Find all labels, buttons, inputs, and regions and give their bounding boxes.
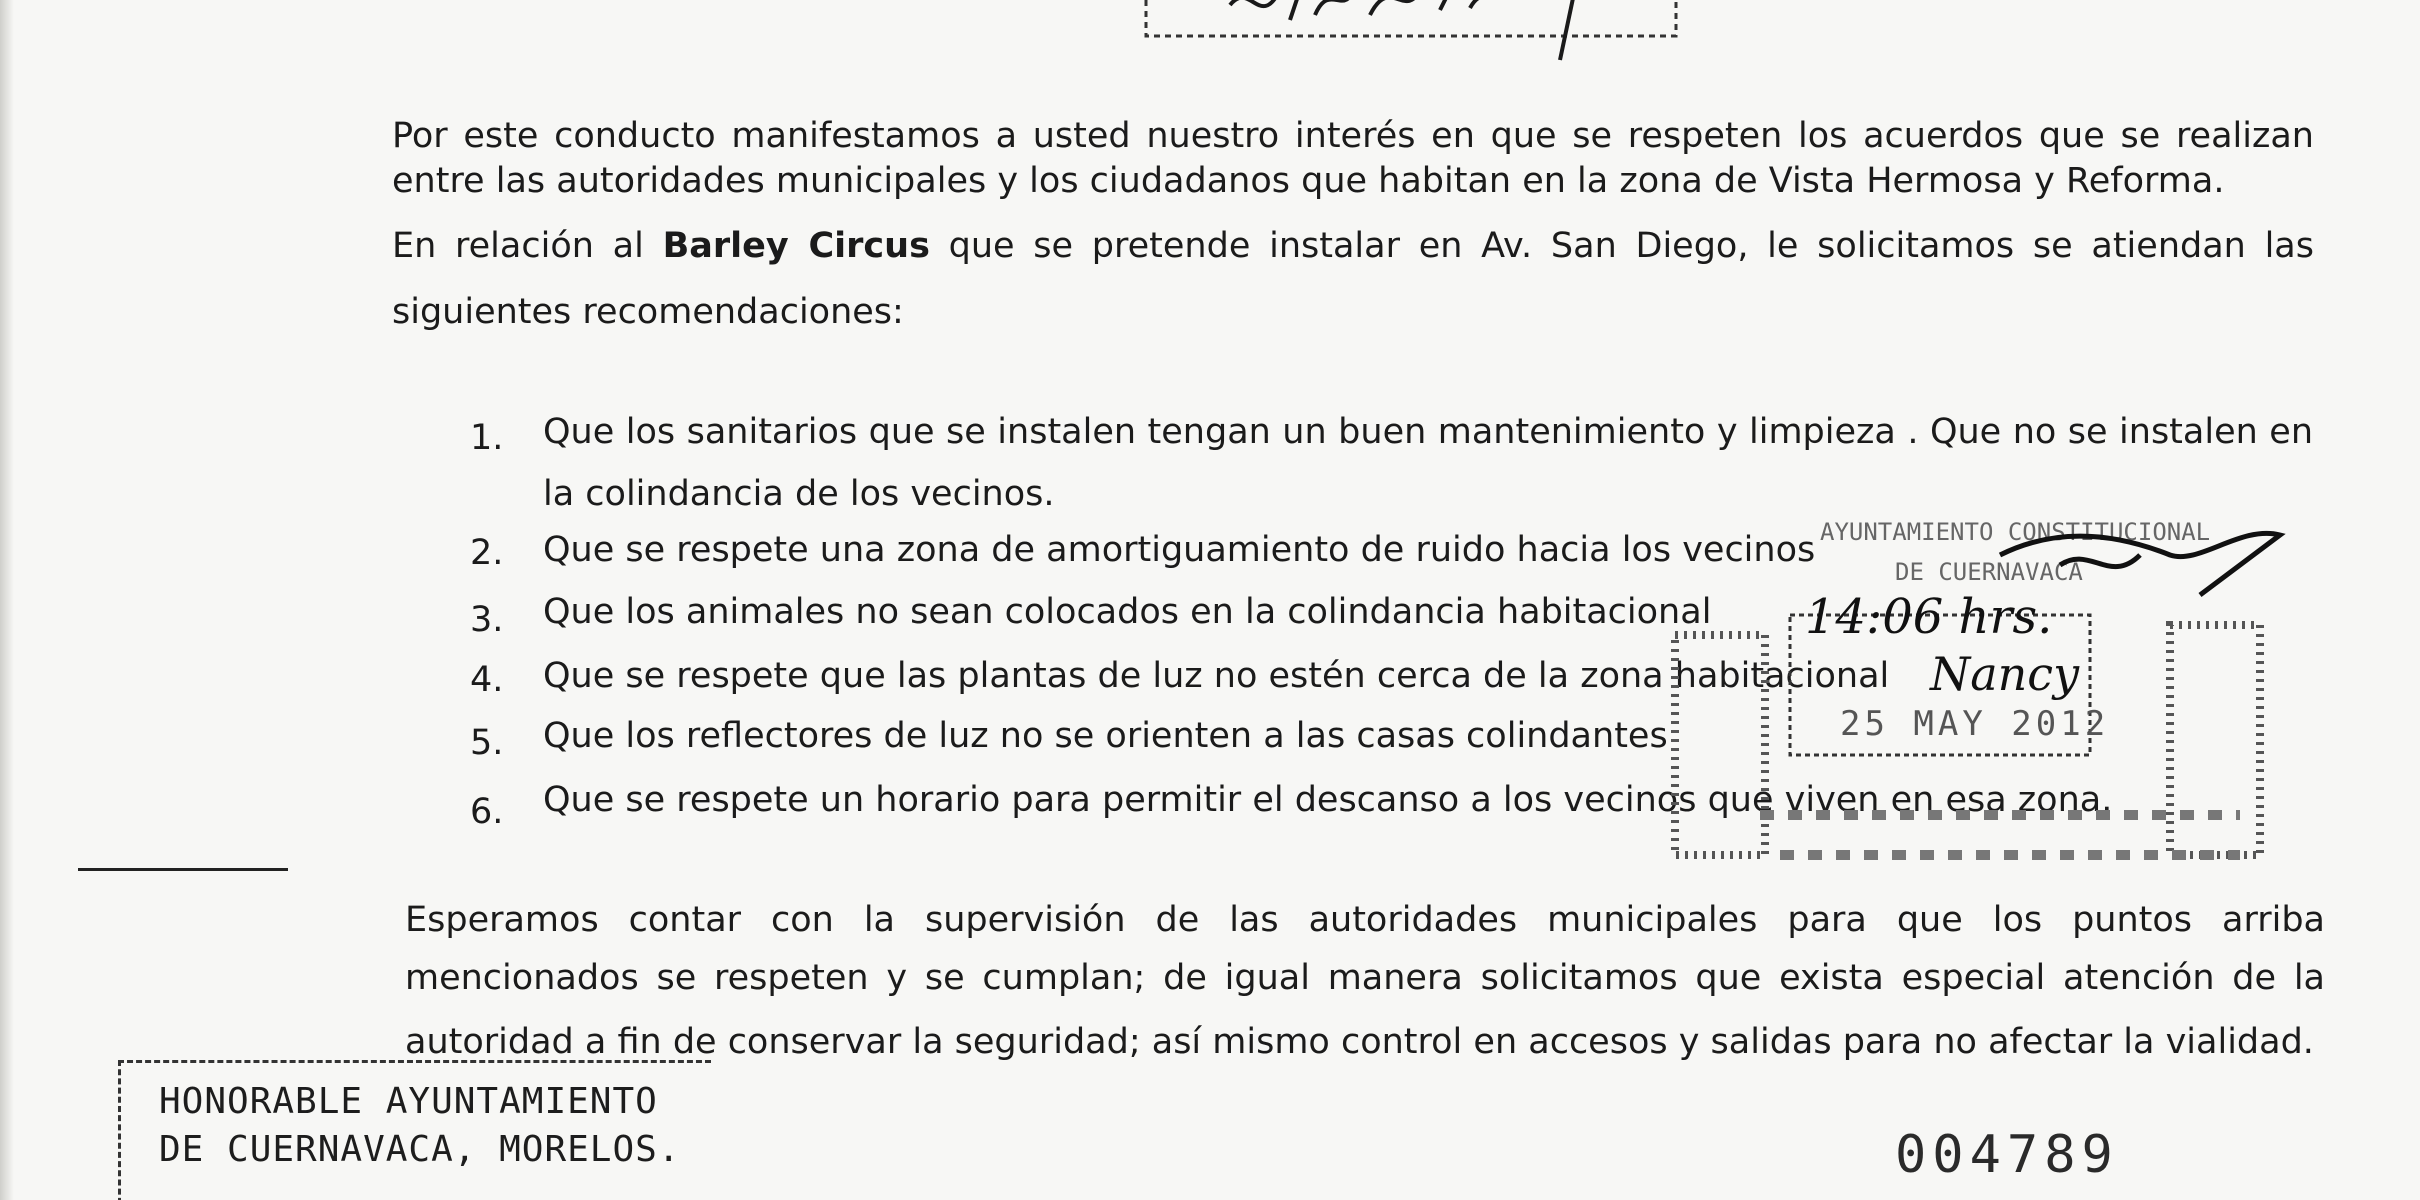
- relation-prefix: En relación al: [392, 226, 663, 266]
- list-item: Que los reflectores de luz no se orienten a las casas colindantes: [543, 716, 1668, 756]
- folio-number: 004789: [1895, 1125, 2119, 1185]
- stamp-city-line: DE CUERNAVACA: [1895, 558, 2083, 586]
- relation-suffix: que se pretende instalar en Av. San Diego, le solicitamos se atiendan las: [929, 226, 2314, 266]
- list-item-number: 1.: [470, 418, 504, 458]
- stamp-date: 25 MAY 2012: [1840, 704, 2110, 744]
- list-item-number: 3.: [470, 600, 504, 640]
- council-stamp-line-1: HONORABLE AYUNTAMIENTO: [159, 1081, 658, 1122]
- list-item: Que se respete una zona de amortiguamiento de ruido hacia los vecinos: [543, 530, 1816, 570]
- handwritten-time: 14:06 hrs.: [1805, 589, 2053, 645]
- list-item-continuation: la colindancia de los vecinos.: [543, 474, 1055, 514]
- handwritten-initials: Nancy: [1930, 647, 2080, 701]
- list-item: Que los sanitarios que se instalen tengan un buen mantenimiento y limpieza . Que no se instalen en: [543, 412, 2313, 452]
- closing-line-1: Esperamos contar con la supervisión de las autoridades municipales para que los puntos arriba: [405, 900, 2325, 940]
- list-item: Que se respete un horario para permitir el descanso a los vecinos que viven en esa zona.: [543, 780, 2113, 820]
- scan-edge-shadow: [0, 0, 14, 1200]
- council-stamp-line-2: DE CUERNAVACA, MORELOS.: [159, 1129, 681, 1170]
- list-item-number: 4.: [470, 660, 504, 700]
- relation-line-1: [392, 226, 2314, 266]
- stamp-council-line: AYUNTAMIENTO CONSTITUCIONAL: [1820, 518, 2211, 546]
- relation-line-2: siguientes recomendaciones:: [392, 292, 904, 332]
- intro-line-1: Por este conducto manifestamos a usted nuestro interés en que se respeten los acuerdos que se realizan: [392, 116, 2314, 156]
- list-item: Que se respete que las plantas de luz no estén cerca de la zona habitacional: [543, 656, 1890, 696]
- council-stamp: [118, 1060, 711, 1200]
- list-item: Que los animales no sean colocados en la colindancia habitacional: [543, 592, 1712, 632]
- list-item-number: 5.: [470, 723, 504, 763]
- intro-line-2: entre las autoridades municipales y los ciudadanos que habitan en la zona de Vista Hermosa y Reforma.: [392, 161, 2225, 201]
- circus-name: Barley Circus: [662, 226, 930, 266]
- list-item-number: 6.: [470, 792, 504, 832]
- closing-line-2: mencionados se respeten y se cumplan; de igual manera solicitamos que exista especial atención de la: [405, 958, 2325, 998]
- closing-line-3: autoridad a fin de conservar la seguridad; así mismo control en accesos y salidas para no afectar la vialidad.: [405, 1022, 2314, 1062]
- top-received-stamp: [1140, 0, 1685, 62]
- received-stamp: [1640, 495, 2360, 895]
- list-item-number: 2.: [470, 533, 504, 573]
- left-margin-rule: [78, 868, 288, 871]
